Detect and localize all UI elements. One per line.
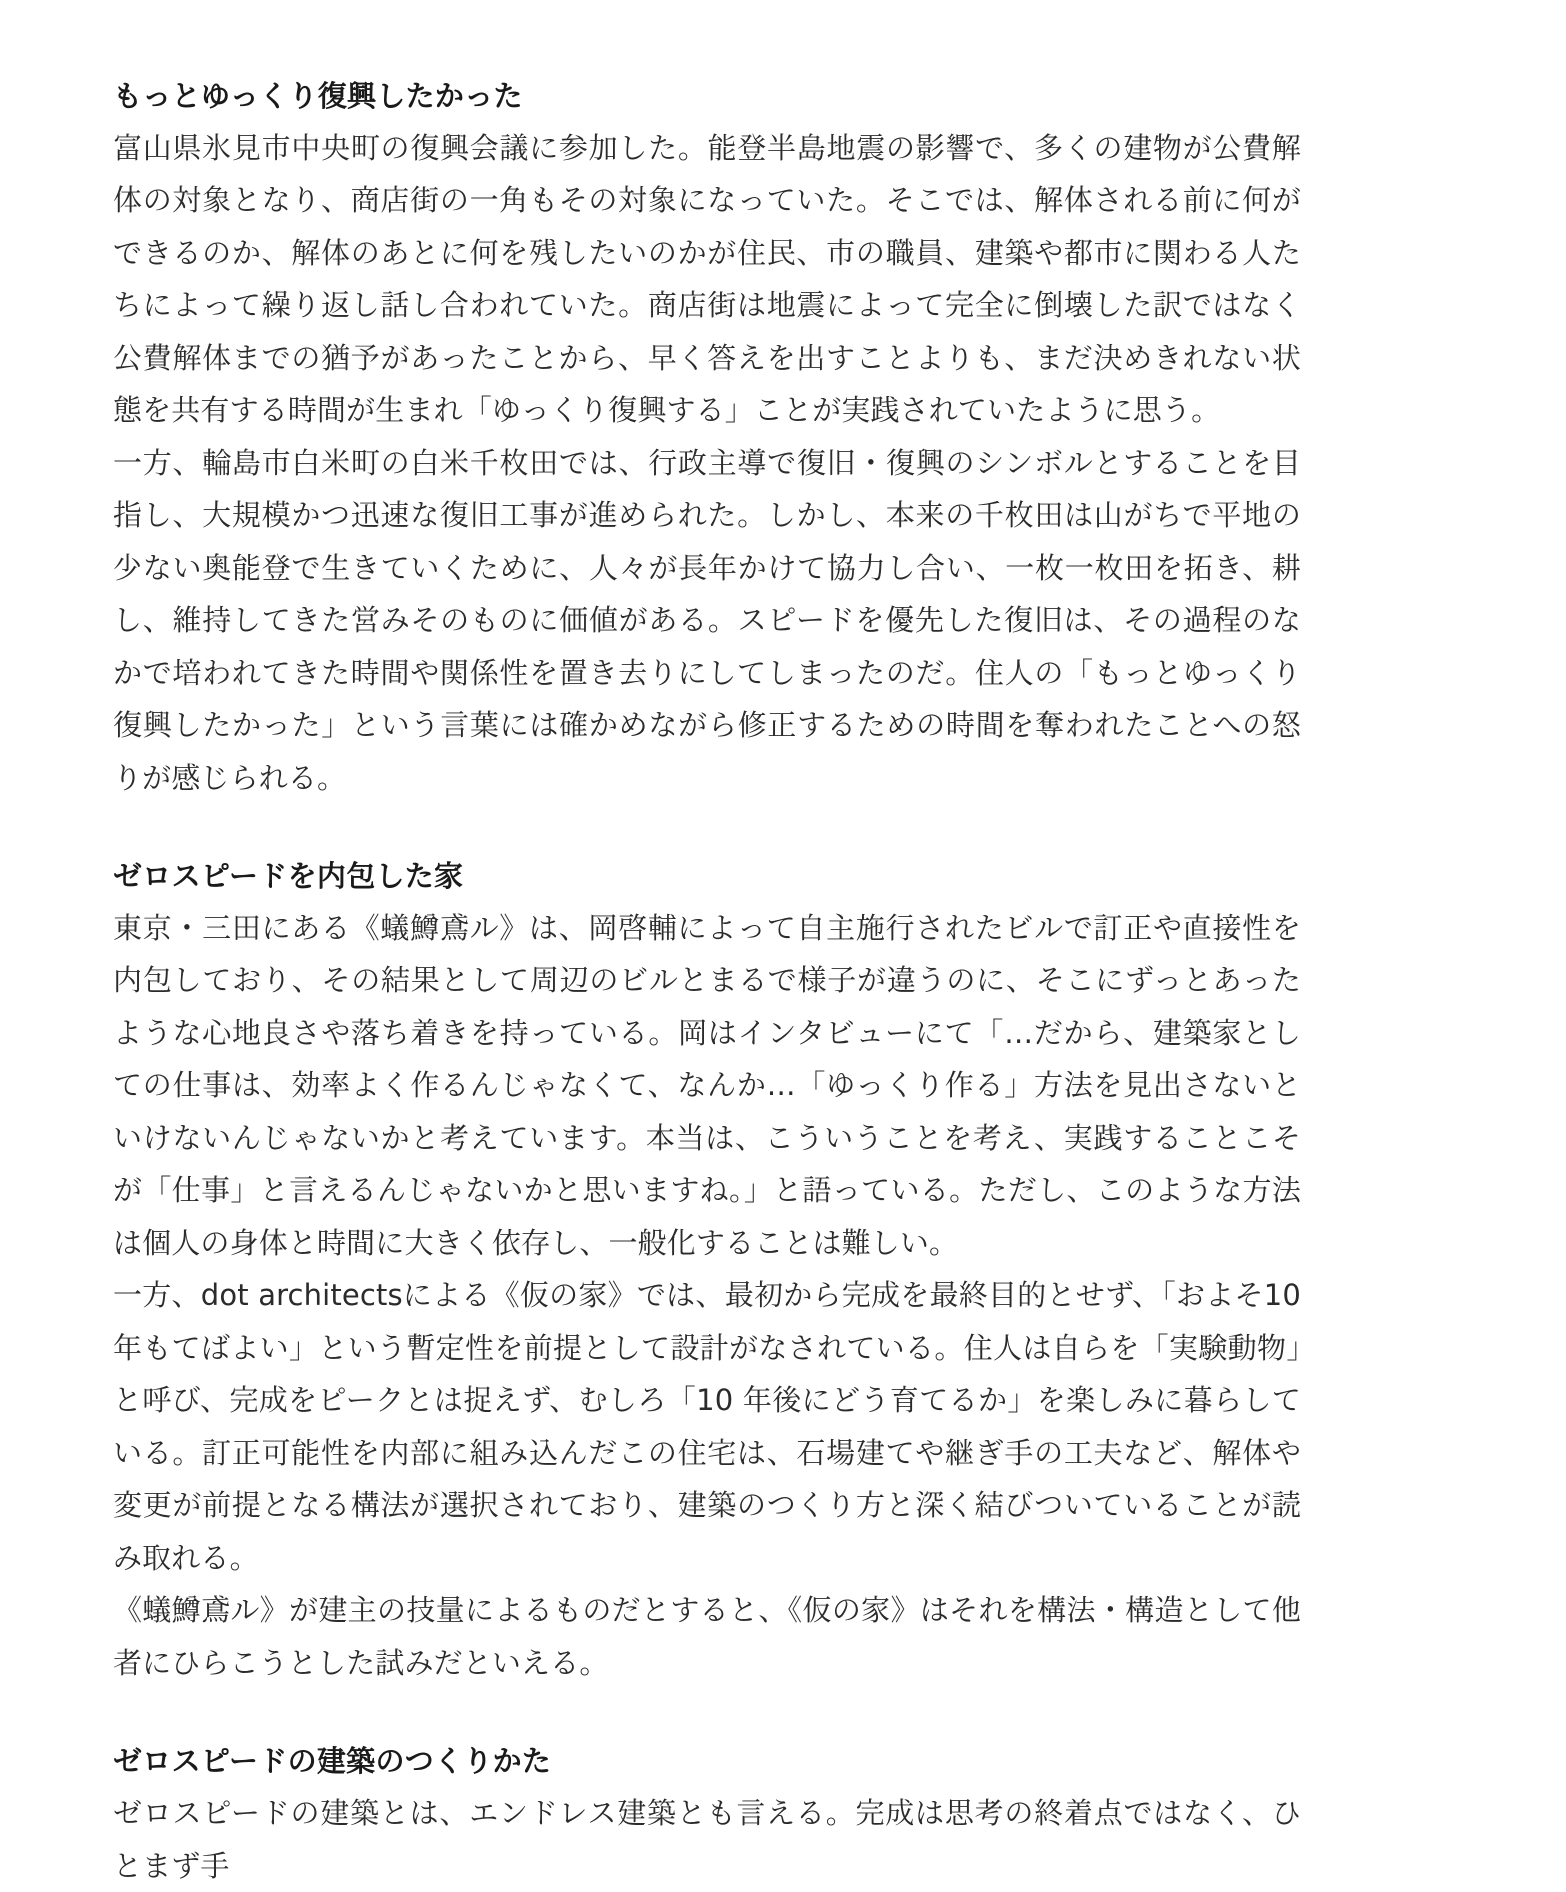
section-heading-2: ゼロスピードを内包した家 [113,859,464,894]
section-spacer-1 [113,804,1301,858]
section-heading-3: ゼロスピードの建築のつくりかた [113,1744,552,1779]
section-spacer-2 [113,1689,1301,1743]
section-1-paragraph-1: 富山県氷見市中央町の復興会議に参加した。能登半島地震の影響で、多くの建物が公費解体の対象となり、商店街の一角もその対象になっていた。そこでは、解体される前に何ができるのか、解体のあとに何を残したいのかが住民、市の職員、建築や都市に関わる人たちによって繰り返し話し合われていた。商店街は地震によって完全に倒壊した訳ではなく公費解体までの猶予があったことから、早く答えを出すことよりも、まだ決めきれない状態を共有する時間が生まれ「ゆっくり復興する」ことが実践されていたように思う。 [113,130,1301,428]
section-2-paragraph-1: 東京・三田にある《蟻鱒鳶ル》は、岡啓輔によって自主施行されたビルで訂正や直接性を内包しており、その結果として周辺のビルとまるで様子が違うのに、そこにずっとあったような心地良さや落ち着きを持っている。岡はインタビューにて「…だから、建築家としての仕事は、効率よく作るんじゃなくて、なんか…「ゆっくり作る」方法を見出さないといけないんじゃないかと考えています。本当は、こういうことを考え、実践することこそが「仕事」と言えるんじゃないかと思いますね。」と語っている。ただし、このような方法は個人の身体と時間に大きく依存し、一般化することは難しい。 [113,910,1301,1260]
section-2-paragraph-2: 一方、dot architectsによる《仮の家》では、最初から完成を最終目的とせず、「およそ10年もてばよい」という暫定性を前提として設計がなされている。住人は自らを「実験動物」と呼び、完成をピークとは捉えず、むしろ「10 年後にどう育てるか」を楽しみに暮らしている。訂正可能性を内部に組み込んだこの住宅は、石場建てや継ぎ手の工夫など、解体や変更が前提となる構法が選択されており、建築のつくり方と深く結びついていることが読み取れる。 [113,1278,1301,1575]
document-body [113,78,1301,1892]
section-2-paragraph-3: 《蟻鱒鳶ル》が建主の技量によるものだとすると、《仮の家》はそれを構法・構造として他者にひらこうとした試みだといえる。 [113,1593,1301,1680]
section-3 [113,1743,1301,1892]
section-1 [113,78,1301,804]
section-heading-1: もっとゆっくり復興したかった [113,79,523,113]
section-3-paragraph-1: ゼロスピードの建築とは、エンドレス建築とも言える。完成は思考の終着点ではなく、ひとまず手 [113,1796,1301,1883]
section-1-paragraph-2: 一方、輪島市白米町の白米千枚田では、行政主導で復旧・復興のシンボルとすることを目指し、大規模かつ迅速な復旧工事が進められた。しかし、本来の千枚田は山がちで平地の少ない奥能登で生きていくために、人々が長年かけて協力し合い、一枚一枚田を拓き、耕し、維持してきた営みそのものに価値がある。スピードを優先した復旧は、その過程のなかで培われてきた時間や関係性を置き去りにしてしまったのだ。住人の「もっとゆっくり復興したかった」という言葉には確かめながら修正するための時間を奪われたことへの怒りが感じられる。 [113,445,1301,795]
section-2 [113,858,1301,1689]
